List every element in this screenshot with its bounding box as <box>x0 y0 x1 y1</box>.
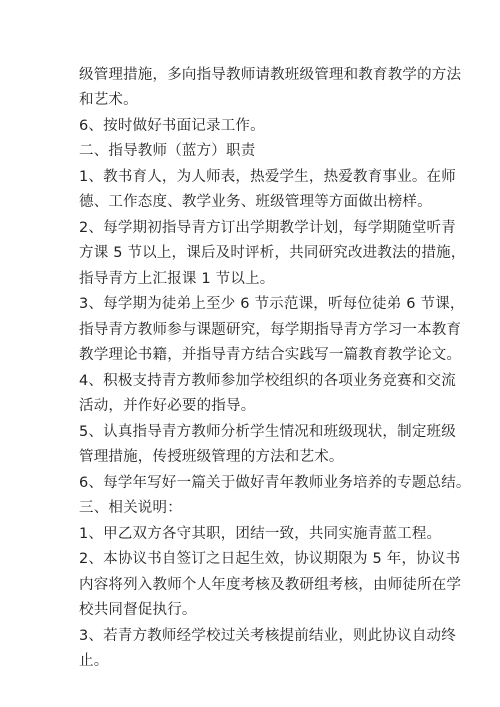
text-line: 1、教书育人，为人师表，热爱学生，热爱教育事业。在师 <box>79 169 456 185</box>
text-line: 活动，并作好必要的指导。 <box>79 398 256 414</box>
text-line: 级管理措施，多向指导教师请教班级管理和教育教学的方法 <box>79 67 462 83</box>
text-line: 指导青方上汇报课 1 节以上。 <box>79 271 275 287</box>
text-line: 校共同督促执行。 <box>79 602 197 618</box>
text-line: 5、认真指导青方教师分析学生情况和班级现状，制定班级 <box>79 424 456 440</box>
text-line: 6、按时做好书面记录工作。 <box>79 118 265 134</box>
text-line: 止。 <box>79 653 109 669</box>
text-line: 内容将列入教师个人年度考核及教研组考核，由师徒所在学 <box>79 577 462 593</box>
section-heading: 二、指导教师（蓝方）职责 <box>79 143 256 159</box>
text-line: 3、若青方教师经学校过关考核提前结业，则此协议自动终 <box>79 628 456 644</box>
text-line: 德、工作态度、教学业务、班级管理等方面做出榜样。 <box>79 194 432 210</box>
text-line: 和艺术。 <box>79 92 138 108</box>
text-line: 指导青方教师参与课题研究，每学期指导青方学习一本教育 <box>79 322 462 338</box>
section-heading: 三、相关说明： <box>79 500 182 516</box>
text-line: 教学理论书籍，并指导青方结合实践写一篇教育教学论文。 <box>79 347 462 363</box>
text-line: 6、每学年写好一篇关于做好青年教师业务培养的专题总结。 <box>79 475 471 491</box>
text-line: 3、每学期为徒弟上至少 6 节示范课，听每位徒弟 6 节课， <box>79 296 465 312</box>
text-line: 2、每学期初指导青方订出学期教学计划，每学期随堂听青 <box>79 220 456 236</box>
text-line: 2、本协议书自签订之日起生效，协议期限为 5 年，协议书 <box>79 551 461 567</box>
text-line: 管理措施，传授班级管理的方法和艺术。 <box>79 449 344 465</box>
text-line: 方课 5 节以上，课后及时评析，共同研究改进教法的措施， <box>79 245 466 261</box>
text-line: 4、积极支持青方教师参加学校组织的各项业务竞赛和交流 <box>79 373 456 389</box>
text-line: 1、甲乙双方各守其职，团结一致，共同实施青蓝工程。 <box>79 526 442 542</box>
